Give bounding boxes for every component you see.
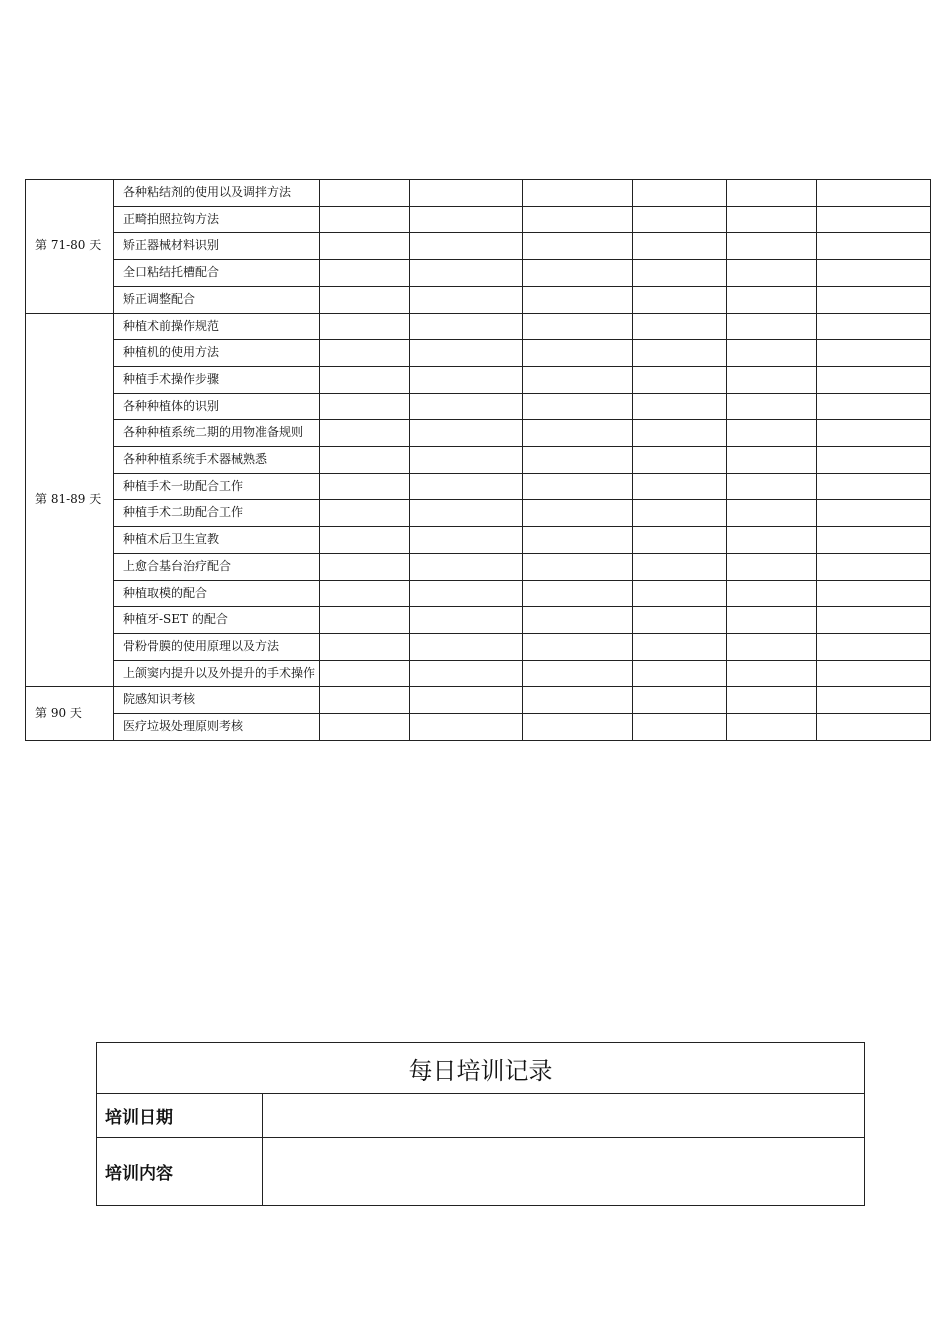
training-item-cell: 种植机的使用方法 [114, 340, 320, 367]
record-cell[interactable] [817, 286, 931, 313]
record-cell[interactable] [727, 527, 817, 554]
record-cell[interactable] [320, 473, 410, 500]
record-cell[interactable] [523, 180, 633, 207]
record-cell[interactable] [410, 393, 523, 420]
record-cell[interactable] [320, 580, 410, 607]
record-cell[interactable] [410, 260, 523, 287]
period-cell: 第 90 天 [26, 687, 114, 740]
period-cell: 第 81-89 天 [26, 313, 114, 687]
record-cell[interactable] [523, 500, 633, 527]
table-row [26, 660, 931, 687]
record-cell[interactable] [727, 500, 817, 527]
record-cell[interactable] [523, 713, 633, 740]
record-cell[interactable] [633, 206, 727, 233]
record-cell[interactable] [410, 447, 523, 474]
record-cell[interactable] [320, 687, 410, 714]
training-schedule-table [25, 179, 931, 741]
record-cell[interactable] [727, 420, 817, 447]
record-cell[interactable] [727, 580, 817, 607]
training-content-label: 培训内容 [97, 1138, 263, 1206]
record-cell[interactable] [320, 286, 410, 313]
record-cell[interactable] [817, 580, 931, 607]
record-cell[interactable] [523, 687, 633, 714]
training-item-cell: 各种种植体的识别 [114, 393, 320, 420]
training-item-cell: 正畸拍照拉钩方法 [114, 206, 320, 233]
record-cell[interactable] [817, 366, 931, 393]
record-cell[interactable] [410, 233, 523, 260]
training-item-cell: 各种种植系统手术器械熟悉 [114, 447, 320, 474]
record-cell[interactable] [817, 447, 931, 474]
record-cell[interactable] [523, 260, 633, 287]
table-row [26, 286, 931, 313]
table-row [26, 340, 931, 367]
record-cell[interactable] [633, 233, 727, 260]
record-cell[interactable] [410, 633, 523, 660]
record-cell[interactable] [727, 180, 817, 207]
table-row [26, 206, 931, 233]
record-cell[interactable] [410, 473, 523, 500]
daily-training-record [96, 1042, 865, 1206]
record-cell[interactable] [410, 286, 523, 313]
record-cell[interactable] [727, 660, 817, 687]
table-row [26, 180, 931, 207]
record-cell[interactable] [523, 447, 633, 474]
record-cell[interactable] [320, 260, 410, 287]
table-row [26, 580, 931, 607]
table-row [26, 633, 931, 660]
record-cell[interactable] [320, 313, 410, 340]
table-row [26, 313, 931, 340]
record-cell[interactable] [817, 713, 931, 740]
record-cell[interactable] [633, 313, 727, 340]
training-item-cell: 医疗垃圾处理原则考核 [114, 713, 320, 740]
training-item-cell: 种植手术一助配合工作 [114, 473, 320, 500]
record-cell[interactable] [633, 713, 727, 740]
period-cell: 第 71-80 天 [26, 180, 114, 314]
record-cell[interactable] [727, 340, 817, 367]
record-cell[interactable] [320, 553, 410, 580]
record-cell[interactable] [817, 607, 931, 634]
record-cell[interactable] [727, 607, 817, 634]
training-item-cell: 种植手术二助配合工作 [114, 500, 320, 527]
record-cell[interactable] [817, 633, 931, 660]
record-cell[interactable] [410, 366, 523, 393]
record-cell[interactable] [410, 420, 523, 447]
training-item-cell: 种植术前操作规范 [114, 313, 320, 340]
table-row [26, 687, 931, 714]
record-cell[interactable] [523, 633, 633, 660]
daily-record-title: 每日培训记录 [97, 1043, 865, 1094]
record-cell[interactable] [523, 420, 633, 447]
record-cell[interactable] [727, 553, 817, 580]
record-cell[interactable] [633, 500, 727, 527]
record-cell[interactable] [727, 260, 817, 287]
record-cell[interactable] [523, 366, 633, 393]
record-cell[interactable] [523, 607, 633, 634]
table-row [26, 473, 931, 500]
record-cell[interactable] [817, 340, 931, 367]
record-cell[interactable] [817, 553, 931, 580]
record-cell[interactable] [410, 180, 523, 207]
record-cell[interactable] [320, 447, 410, 474]
record-cell[interactable] [320, 366, 410, 393]
record-cell[interactable] [727, 233, 817, 260]
training-item-cell: 种植取模的配合 [114, 580, 320, 607]
record-cell[interactable] [817, 260, 931, 287]
record-cell[interactable] [320, 393, 410, 420]
record-cell[interactable] [817, 473, 931, 500]
training-item-cell: 矫正器械材料识别 [114, 233, 320, 260]
record-cell[interactable] [320, 633, 410, 660]
record-cell[interactable] [410, 313, 523, 340]
record-cell[interactable] [727, 206, 817, 233]
record-cell[interactable] [633, 607, 727, 634]
record-cell[interactable] [727, 366, 817, 393]
record-cell[interactable] [727, 286, 817, 313]
record-cell[interactable] [727, 687, 817, 714]
record-cell[interactable] [633, 393, 727, 420]
training-item-cell: 骨粉骨膜的使用原理以及方法 [114, 633, 320, 660]
training-item-cell: 各种粘结剂的使用以及调拌方法 [114, 180, 320, 207]
record-cell[interactable] [727, 393, 817, 420]
record-cell[interactable] [633, 420, 727, 447]
table-row [26, 366, 931, 393]
record-cell[interactable] [523, 660, 633, 687]
table-row [26, 233, 931, 260]
record-cell[interactable] [633, 473, 727, 500]
table-row [26, 420, 931, 447]
record-cell[interactable] [410, 500, 523, 527]
record-cell[interactable] [410, 206, 523, 233]
table-row [26, 553, 931, 580]
record-cell[interactable] [817, 500, 931, 527]
record-cell[interactable] [410, 687, 523, 714]
record-cell[interactable] [633, 580, 727, 607]
table-row [26, 393, 931, 420]
record-cell[interactable] [633, 527, 727, 554]
record-cell[interactable] [633, 340, 727, 367]
record-cell[interactable] [410, 713, 523, 740]
record-cell[interactable] [633, 687, 727, 714]
record-cell[interactable] [633, 180, 727, 207]
record-cell[interactable] [633, 366, 727, 393]
record-cell[interactable] [320, 340, 410, 367]
record-cell[interactable] [523, 233, 633, 260]
table-row [26, 607, 931, 634]
record-cell[interactable] [633, 286, 727, 313]
record-cell[interactable] [410, 340, 523, 367]
table-row [26, 713, 931, 740]
record-cell[interactable] [320, 607, 410, 634]
record-cell[interactable] [727, 447, 817, 474]
record-cell[interactable] [817, 233, 931, 260]
record-cell[interactable] [320, 233, 410, 260]
record-cell[interactable] [320, 660, 410, 687]
record-cell[interactable] [633, 447, 727, 474]
record-cell[interactable] [817, 393, 931, 420]
record-cell[interactable] [523, 473, 633, 500]
record-cell[interactable] [817, 313, 931, 340]
table-row [26, 500, 931, 527]
record-cell[interactable] [817, 687, 931, 714]
record-cell[interactable] [523, 286, 633, 313]
record-cell[interactable] [523, 393, 633, 420]
record-cell[interactable] [817, 527, 931, 554]
record-cell[interactable] [633, 633, 727, 660]
record-cell[interactable] [633, 660, 727, 687]
training-content-field[interactable] [263, 1138, 865, 1206]
training-item-cell: 种植牙-SET 的配合 [114, 607, 320, 634]
table-row [26, 527, 931, 554]
training-item-cell: 上愈合基台治疗配合 [114, 553, 320, 580]
record-cell[interactable] [817, 660, 931, 687]
record-cell[interactable] [410, 553, 523, 580]
record-cell[interactable] [320, 180, 410, 207]
record-cell[interactable] [727, 313, 817, 340]
record-cell[interactable] [817, 420, 931, 447]
record-cell[interactable] [727, 473, 817, 500]
record-cell[interactable] [523, 553, 633, 580]
training-item-cell: 各种种植系统二期的用物准备规则 [114, 420, 320, 447]
training-item-cell: 全口粘结托槽配合 [114, 260, 320, 287]
record-cell[interactable] [320, 713, 410, 740]
record-cell[interactable] [727, 633, 817, 660]
training-item-cell: 院感知识考核 [114, 687, 320, 714]
training-item-cell: 矫正调整配合 [114, 286, 320, 313]
record-cell[interactable] [817, 180, 931, 207]
record-cell[interactable] [523, 527, 633, 554]
record-cell[interactable] [320, 527, 410, 554]
training-item-cell: 种植术后卫生宣教 [114, 527, 320, 554]
training-date-label: 培训日期 [97, 1094, 263, 1138]
record-cell[interactable] [320, 500, 410, 527]
training-item-cell: 上颌窦内提升以及外提升的手术操作 [114, 660, 320, 687]
record-cell[interactable] [817, 206, 931, 233]
record-cell[interactable] [523, 206, 633, 233]
training-item-cell: 种植手术操作步骤 [114, 366, 320, 393]
record-cell[interactable] [410, 660, 523, 687]
table-row [26, 260, 931, 287]
record-cell[interactable] [410, 527, 523, 554]
record-cell[interactable] [410, 580, 523, 607]
record-cell[interactable] [320, 420, 410, 447]
record-cell[interactable] [523, 313, 633, 340]
record-cell[interactable] [523, 580, 633, 607]
record-cell[interactable] [523, 340, 633, 367]
record-cell[interactable] [727, 713, 817, 740]
training-date-field[interactable] [263, 1094, 865, 1138]
record-cell[interactable] [633, 260, 727, 287]
table-row [26, 447, 931, 474]
record-cell[interactable] [633, 553, 727, 580]
record-cell[interactable] [410, 607, 523, 634]
record-cell[interactable] [320, 206, 410, 233]
